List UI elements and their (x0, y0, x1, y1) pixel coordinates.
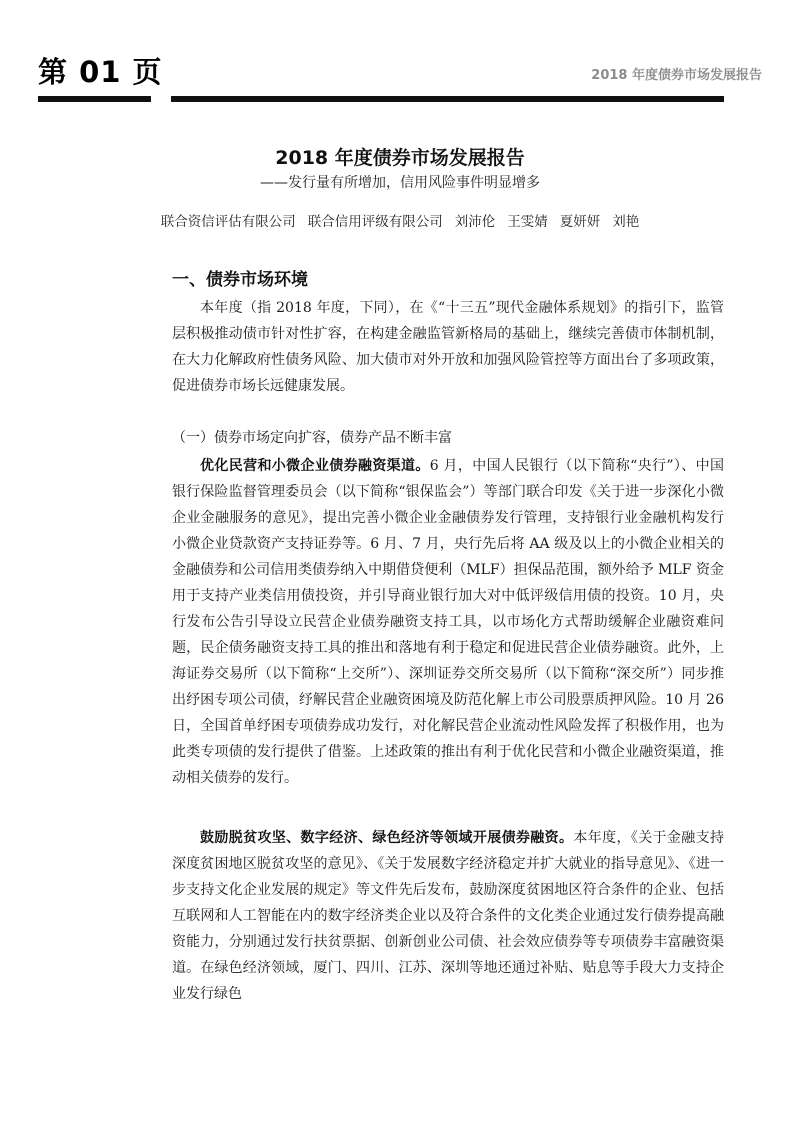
paragraph-lead: 优化民营和小微企业债券融资渠道。 (200, 458, 430, 474)
author-name: 夏妍妍 (559, 214, 601, 230)
intro-paragraph: 本年度（指 2018 年度，下同），在《“十三五”现代金融体系规划》的指引下，监管层积极推动债市针对性扩容，在构建金融监管新格局的基础上，继续完善债市体制机制，在大力化解政府性债务风险、加大债市对外开放和加强风险管控等方面出台了多项政策，促进债券市场长远健康发展。 (172, 300, 724, 394)
author-name: 刘沛伦 (454, 214, 496, 230)
page-number-label: 第 01 页 (38, 55, 163, 89)
body-paragraph (172, 825, 724, 1007)
paragraph-body: 6 月，中国人民银行（以下简称“央行”）、中国银行保险监督管理委员会（以下简称“银保监会”）等部门联合印发《关于进一步深化小微企业金融服务的意见》，提出完善小微企业金融债券发行管理，支持银行业金融机构发行小微企业贷款资产支持证券等。6 月、7 月，央行先后将 AA 级及以上的小微企业相关的金融债券和公司信用类债券纳入中期借贷便利（MLF）担保品范围，额外给予 MLF 资金用于支持产业类信用债投资，并引导商业银行加大对中低评级信用债的投资。10 月，央行发布公告引导设立民营企业债券融资支持工具，以市场化方式帮助缓解企业融资难问题，民企债务融资支持工具的推出和落地有利于稳定和促进民营企业债券融资。此外，上海证券交易所（以下简称“上交所”）、深圳证券交所交易所（以下简称“深交所”）同步推出纾困专项公司债，纾解民营企业融资困境及防范化解上市公司股票质押风险。10 月 26 日，全国首单纾困专项债券成功发行，对化解民营企业流动性风险发挥了积极作用，也为此类专项债的发行提供了借鉴。上述政策的推出有利于优化民营和小微企业融资渠道，推动相关债券的发行。 (172, 458, 725, 786)
author-name: 联合信用评级有限公司 (307, 214, 443, 230)
body-paragraph (172, 453, 724, 791)
report-subtitle: ——发行量有所增加，信用风险事件明显增多 (260, 175, 540, 191)
subsection-heading: （一）债券市场定向扩容，债券产品不断丰富 (172, 430, 452, 446)
running-header-title: 2018 年度债券市场发展报告 (591, 68, 762, 83)
header-rule-right (171, 96, 724, 102)
author-list (0, 210, 800, 230)
report-title: 2018 年度债券市场发展报告 (275, 147, 525, 169)
paragraph-body: 本年度，《关于金融支持深度贫困地区脱贫攻坚的意见》、《关于发展数字经济稳定并扩大就业的指导意见》、《进一步支持文化企业发展的规定》等文件先后发布，鼓励深度贫困地区符合条件的企业、包括互联网和人工智能在内的数字经济类企业以及符合条件的文化类企业通过发行债券提高融资能力，分别通过发行扶贫票据、创新创业公司债、社会效应债券等专项债券丰富融资渠道。在绿色经济领域，厦门、四川、江苏、深圳等地还通过补贴、贴息等手段大力支持企业发行绿色 (172, 830, 725, 1002)
author-name: 联合资信评估有限公司 (160, 214, 296, 230)
paragraph-lead: 鼓励脱贫攻坚、数字经济、绿色经济等领域开展债券融资。 (200, 830, 574, 846)
author-name: 王雯婧 (507, 214, 548, 230)
header-rule-left (38, 96, 151, 102)
section-heading: 一、债券市场环境 (172, 270, 308, 290)
author-name: 刘艳 (612, 214, 640, 230)
